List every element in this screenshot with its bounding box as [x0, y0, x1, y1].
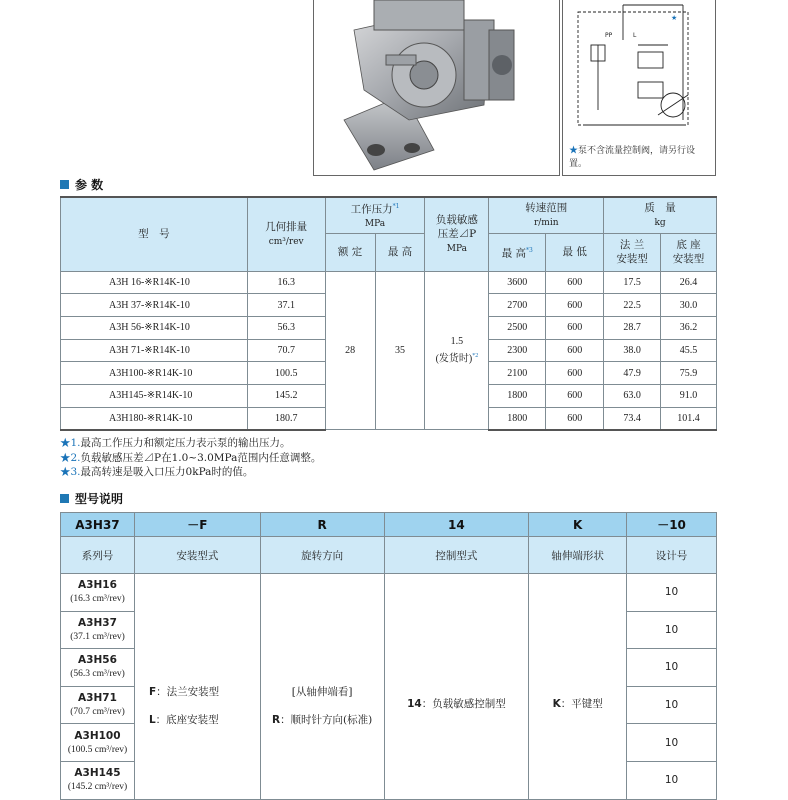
table-cell: 10 [627, 574, 717, 612]
code-row [61, 513, 717, 537]
code-mount: －F [134, 513, 260, 537]
table-cell: 28.7 [604, 316, 661, 339]
table-cell: A3H 71-※R14K-10 [61, 339, 248, 362]
sensitivity-cell: 1.5 (发货时)$^{*2}$ [425, 271, 489, 430]
table-cell: 30.0 [661, 294, 717, 317]
code-rotation: R [260, 513, 384, 537]
header-pressure: 工作压力$^{*1}$ MPa [325, 197, 425, 233]
table-cell: 180.7 [247, 407, 325, 430]
diagram-note: ★泵不含流量控制阀，请另行设置。 [569, 146, 696, 169]
table-cell: A3H100-※R14K-10 [61, 362, 248, 385]
table-cell: 16.3 [247, 271, 325, 294]
header-pressure-max: 最 高 [375, 233, 425, 271]
code-series: A3H37 [61, 513, 135, 537]
table-cell: 37.1 [247, 294, 325, 317]
table-cell: 26.4 [661, 271, 717, 294]
header-speed-min: 最 低 [546, 233, 604, 271]
table-cell: 10 [627, 611, 717, 649]
table-cell: 22.5 [604, 294, 661, 317]
footnotes [60, 436, 321, 480]
table-cell: 600 [546, 294, 604, 317]
table-cell: 1800 [489, 407, 546, 430]
model-section-title: 型号说明 [60, 490, 123, 507]
table-cell: 10 [627, 724, 717, 762]
hydraulic-circuit-diagram [562, 0, 716, 176]
table-cell: A3H145 (145.2 cm³/rev) [61, 761, 135, 799]
table-cell: 1800 [489, 384, 546, 407]
table-cell: A3H16 (16.3 cm³/rev) [61, 574, 135, 612]
table-cell: A3H 16-※R14K-10 [61, 271, 248, 294]
table-cell: 2700 [489, 294, 546, 317]
table-cell: 安装型式 [134, 537, 260, 574]
table-cell: 63.0 [604, 384, 661, 407]
table-cell: 100.5 [247, 362, 325, 385]
code-shaft: K [529, 513, 627, 537]
table-cell: 3600 [489, 271, 546, 294]
footnote-1: ★1.最高工作压力和额定压力表示泵的输出压力。 [60, 437, 291, 449]
table-row [61, 271, 717, 294]
params-section-title: 参 数 [60, 176, 103, 193]
table-cell: 101.4 [661, 407, 717, 430]
table-cell: 17.5 [604, 271, 661, 294]
table-cell: 47.9 [604, 362, 661, 385]
svg-text:★: ★ [671, 14, 678, 22]
table-cell: 600 [546, 384, 604, 407]
footnote-2: ★2.负载敏感压差⊿P在1.0~3.0MPa范围内任意调整。 [60, 451, 322, 464]
table-cell: 2300 [489, 339, 546, 362]
header-pressure-rated: 额 定 [325, 233, 375, 271]
shaft-options: K：平键型 [529, 574, 627, 800]
table-cell: 91.0 [661, 384, 717, 407]
table-cell: A3H71 (70.7 cm³/rev) [61, 686, 135, 724]
table-cell: 10 [627, 761, 717, 799]
footnote-3: ★3.最高转速是吸入口压力0kPa时的值。 [60, 466, 254, 478]
table-cell: A3H 37-※R14K-10 [61, 294, 248, 317]
diagram-label-l: L [633, 32, 637, 39]
table-cell: A3H37 (37.1 cm³/rev) [61, 611, 135, 649]
header-sensitivity: 负载敏感 压差⊿P MPa [425, 197, 489, 271]
table-cell: A3H145-※R14K-10 [61, 384, 248, 407]
table-cell: A3H56 (56.3 cm³/rev) [61, 649, 135, 687]
table-cell: A3H180-※R14K-10 [61, 407, 248, 430]
name-row [61, 537, 717, 574]
code-control: 14 [384, 513, 529, 537]
table-cell: 10 [627, 686, 717, 724]
table-cell: 10 [627, 649, 717, 687]
table-cell: 600 [546, 271, 604, 294]
table-cell: 600 [546, 407, 604, 430]
table-cell: A3H 56-※R14K-10 [61, 316, 248, 339]
table-cell: 设计号 [627, 537, 717, 574]
table-cell: 控制型式 [384, 537, 529, 574]
table-cell: 600 [546, 339, 604, 362]
table-cell: 2500 [489, 316, 546, 339]
table-cell: 38.0 [604, 339, 661, 362]
table-cell: 145.2 [247, 384, 325, 407]
table-cell: 轴伸端形状 [529, 537, 627, 574]
header-model: 型 号 [61, 197, 248, 271]
table-cell: 73.4 [604, 407, 661, 430]
table-cell: 600 [546, 316, 604, 339]
model-code-table [60, 512, 717, 800]
table-cell: 56.3 [247, 316, 325, 339]
mount-options: F：法兰安装型 L：底座安装型 [134, 574, 260, 800]
header-mass-flange: 法 兰 安装型 [604, 233, 661, 271]
pump-photo [313, 0, 560, 176]
table-cell: A3H100 (100.5 cm³/rev) [61, 724, 135, 762]
control-options: 14：负载敏感控制型 [384, 574, 529, 800]
rotation-options: [从轴伸端看] R：顺时针方向(标准) [260, 574, 384, 800]
header-mass-foot: 底 座 安装型 [661, 233, 717, 271]
table-cell: 600 [546, 362, 604, 385]
spec-table [60, 196, 717, 431]
header-mass: 质 量 kg [604, 197, 717, 233]
header-speed-max: 最 高$^{*3}$ [489, 233, 546, 271]
max-pressure-cell: 35 [375, 271, 425, 430]
table-cell: 75.9 [661, 362, 717, 385]
header-displacement: 几何排量 cm³/rev [247, 197, 325, 271]
table-cell: 70.7 [247, 339, 325, 362]
rated-pressure-cell: 28 [325, 271, 375, 430]
table-cell: 36.2 [661, 316, 717, 339]
code-design: －10 [627, 513, 717, 537]
table-cell: 45.5 [661, 339, 717, 362]
table-cell: 2100 [489, 362, 546, 385]
table-cell: 旋转方向 [260, 537, 384, 574]
diagram-label-pp: PP [605, 32, 613, 39]
table-row [61, 574, 717, 612]
table-cell: 系列号 [61, 537, 135, 574]
header-speed: 转速范围 r/min [489, 197, 604, 233]
